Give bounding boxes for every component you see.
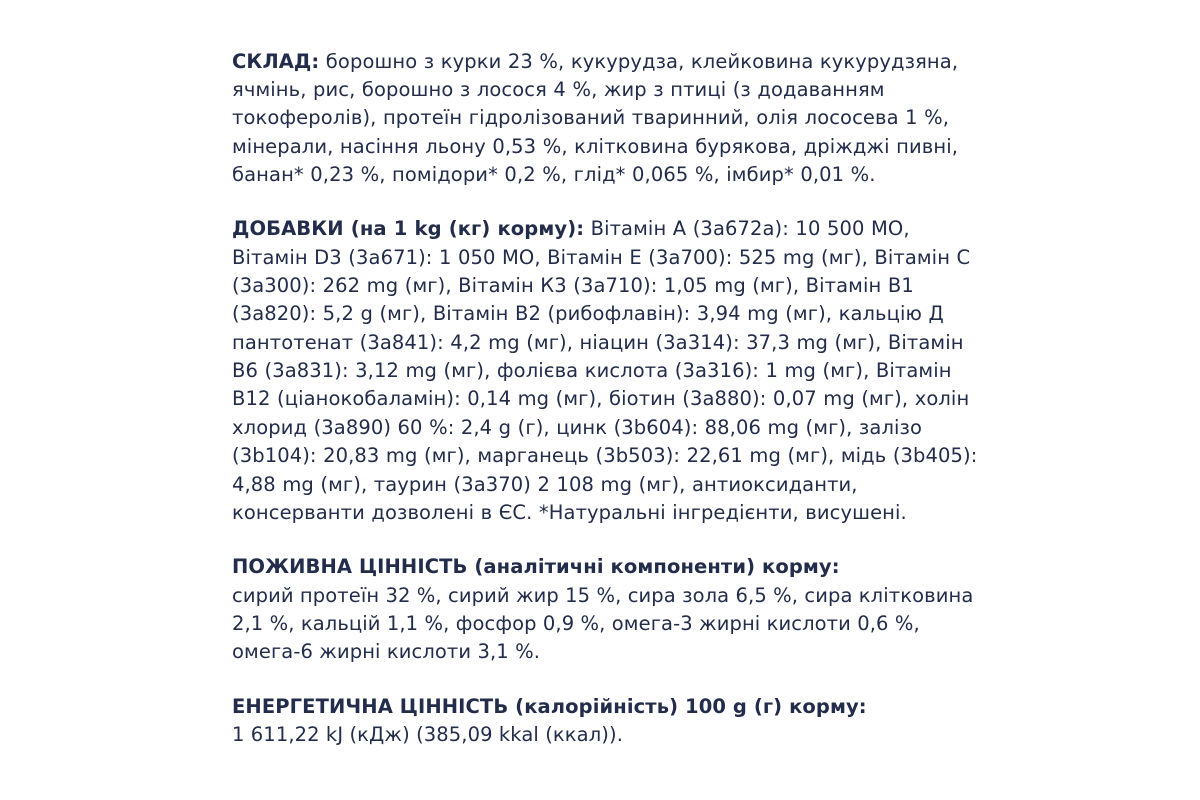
energy-heading: ЕНЕРГЕТИЧНА ЦІННІСТЬ (калорійність) 100 g (г) корму: bbox=[232, 694, 867, 718]
nutrition-body: сирий протеїн 32 %, сирий жир 15 %, сира зола 6,5 %, сира клітковина 2,1 %, кальцій 1,1 %, фосфор 0,9 %, омега-3 жирні кислоти 0,6 %, омега-6 жирні кислоти 3,1 %. bbox=[232, 583, 974, 664]
additives-label: ДОБАВКИ (на 1 kg (кг) корму): bbox=[232, 217, 585, 241]
energy-body: 1 611,22 kJ (кДж) (385,09 kkal (ккал)). bbox=[232, 723, 624, 747]
additives-body: Вітамін А (3а672а): 10 500 МО, Вітамін D3 (3а671): 1 050 МО, Вітамін Е (3а700): 525 mg (мг), Вітамін С (3а300): 262 mg (мг), Вітамін К3 (3а710): 1,05 mg (мг), Вітамін В1 (3а820): 5,2 g (мг), Вітамін В2 (рибофлавін): 3,94 mg (мг), кальцію Д пантотенат (3а841): 4,2 mg (мг), ніацин (3а314): 37,3 mg (мг), Вітамін В6 (3а831): 3,12 mg (мг), фолієва кислота (3а316): 1 mg (мг), Вітамін В12 (ціанокобаламін): 0,14 mg (мг), біотин (3а880): 0,07 mg (мг), холін хлорид (3а890) 60 %: 2,4 g (г), цинк (3b604): 88,06 mg (мг), залізо (3b104): 20,83 mg (мг), марганець (3b503): 22,61 mg (мг), мідь (3b405): 4,88 mg (мг), таурин (3а370) 2 108 mg (мг), антиоксиданти, консерванти дозволені в ЄС. *Натуральні інгредієнти, висушені. bbox=[232, 217, 978, 524]
nutrition-section bbox=[232, 553, 990, 666]
nutrition-heading: ПОЖИВНА ЦІННІСТЬ (аналітичні компоненти) корму: bbox=[232, 555, 840, 579]
composition-section bbox=[232, 48, 990, 190]
additives-section bbox=[232, 215, 990, 527]
composition-paragraph bbox=[232, 48, 990, 190]
composition-body: борошно з курки 23 %, кукурудза, клейковина кукурудзяна, ячмінь, рис, борошно з лосося 4 %, жир з птиці (з додаванням токоферолів), протеїн гідролізований тваринний, олія лососева 1 %, мінерали, насіння льону 0,53 %, клітковина бурякова, дріжджі пивні, банан* 0,23 %, помідори* 0,2 %, глід* 0,065 %, імбир* 0,01 %. bbox=[232, 49, 959, 186]
energy-section bbox=[232, 693, 990, 750]
composition-label: СКЛАД: bbox=[232, 49, 320, 73]
additives-paragraph bbox=[232, 215, 990, 527]
